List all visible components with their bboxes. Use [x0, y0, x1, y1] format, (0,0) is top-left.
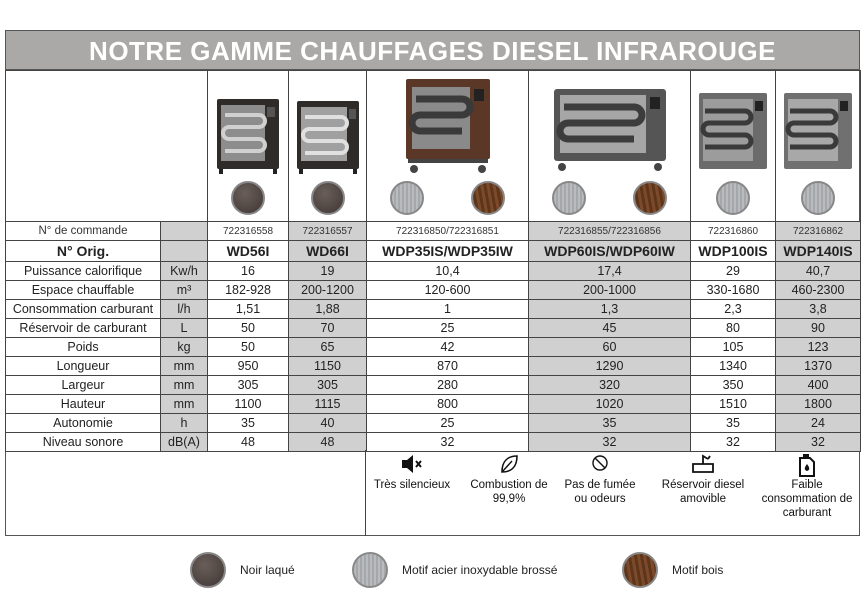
- heater-image-wd66i: [295, 99, 361, 175]
- cell: 32: [529, 433, 691, 452]
- cell: 305: [289, 376, 367, 395]
- cell: 32: [367, 433, 529, 452]
- spec-row: [6, 262, 861, 281]
- swatch-steel: [352, 552, 388, 588]
- spec-row: [6, 376, 861, 395]
- cell: 42: [367, 338, 529, 357]
- cell: 722316850/722316851: [367, 222, 529, 241]
- cell: 65: [289, 338, 367, 357]
- cell: Poids: [6, 338, 161, 357]
- cell: 722316862: [776, 222, 861, 241]
- swatch-noir: [311, 181, 345, 215]
- cell: l/h: [161, 300, 208, 319]
- cell: 123: [776, 338, 861, 357]
- cell: 1100: [208, 395, 289, 414]
- cell: 400: [776, 376, 861, 395]
- feature-fuel: Faible consommation de carburant: [757, 452, 857, 520]
- cell: 722316860: [691, 222, 776, 241]
- cell: 350: [691, 376, 776, 395]
- cell: 25: [367, 319, 529, 338]
- swatch-steel: [801, 181, 835, 215]
- cell: Espace chauffable: [6, 281, 161, 300]
- feature-tank: Réservoir diesel amovible: [651, 452, 755, 506]
- cell: Kw/h: [161, 262, 208, 281]
- cell: 70: [289, 319, 367, 338]
- cell: mm: [161, 376, 208, 395]
- row-label: N° Orig.: [6, 241, 161, 262]
- cell: 80: [691, 319, 776, 338]
- no-smoke-icon: [557, 452, 643, 478]
- cell: 460-2300: [776, 281, 861, 300]
- product-cell-wd66i: [289, 71, 367, 222]
- cell: 24: [776, 414, 861, 433]
- spec-table: [5, 70, 861, 452]
- cell: Hauteur: [6, 395, 161, 414]
- fuel-can-icon: [757, 452, 857, 478]
- cell: 1510: [691, 395, 776, 414]
- orig-number-row: [6, 241, 861, 262]
- feature-combustion: Combustion de 99,9%: [461, 452, 557, 506]
- cell: 320: [529, 376, 691, 395]
- swatch-steel: [552, 181, 586, 215]
- cell: Réservoir de carburant: [6, 319, 161, 338]
- speaker-mute-icon: [365, 452, 459, 478]
- heater-image-wd56i: [215, 97, 281, 175]
- cell: 120-600: [367, 281, 529, 300]
- cell: WD56I: [208, 241, 289, 262]
- feature-quiet: Très silencieux: [365, 452, 459, 492]
- swatch-steel: [390, 181, 424, 215]
- cell: 10,4: [367, 262, 529, 281]
- cell: Longueur: [6, 357, 161, 376]
- heater-image-wdp60: [550, 85, 670, 175]
- product-cell-wdp60: [529, 71, 691, 222]
- cell: Puissance calorifique: [6, 262, 161, 281]
- swatch-wood: [471, 181, 505, 215]
- product-cell-wd56i: [208, 71, 289, 222]
- tank-refill-icon: [651, 452, 755, 478]
- spec-row: [6, 357, 861, 376]
- spec-row: [6, 338, 861, 357]
- cell: WDP140IS: [776, 241, 861, 262]
- cell: 48: [289, 433, 367, 452]
- cell: 1150: [289, 357, 367, 376]
- empty-corner: [6, 71, 208, 222]
- cell: L: [161, 319, 208, 338]
- cell: dB(A): [161, 433, 208, 452]
- cell: 200-1000: [529, 281, 691, 300]
- product-cell-wdp35: [367, 71, 529, 222]
- cell: Niveau sonore: [6, 433, 161, 452]
- swatch-noir: [231, 181, 265, 215]
- cell: 19: [289, 262, 367, 281]
- cell: 722316855/722316856: [529, 222, 691, 241]
- cell: Autonomie: [6, 414, 161, 433]
- cell: h: [161, 414, 208, 433]
- cell: 1290: [529, 357, 691, 376]
- cell: 50: [208, 338, 289, 357]
- cell: 2,3: [691, 300, 776, 319]
- cell: Largeur: [6, 376, 161, 395]
- cell: WDP100IS: [691, 241, 776, 262]
- cell: 182-928: [208, 281, 289, 300]
- spec-row: [6, 300, 861, 319]
- cell: 32: [776, 433, 861, 452]
- cell: 45: [529, 319, 691, 338]
- cell: 1800: [776, 395, 861, 414]
- cell: 29: [691, 262, 776, 281]
- cell: 50: [208, 319, 289, 338]
- cell: 40: [289, 414, 367, 433]
- leaf-icon: [461, 452, 557, 478]
- cell: 35: [691, 414, 776, 433]
- cell: 35: [208, 414, 289, 433]
- heater-image-wdp100: [695, 89, 771, 175]
- cell: 90: [776, 319, 861, 338]
- swatch-noir: [190, 552, 226, 588]
- heater-image-wdp140: [780, 89, 856, 175]
- swatch-wood: [633, 181, 667, 215]
- spec-row: [6, 414, 861, 433]
- swatch-steel: [716, 181, 750, 215]
- cell: mm: [161, 357, 208, 376]
- cell: 1020: [529, 395, 691, 414]
- legend-steel: Motif acier inoxydable brossé: [352, 550, 557, 590]
- cell: 1115: [289, 395, 367, 414]
- heater-image-wdp35: [398, 75, 498, 175]
- cell: 200-1200: [289, 281, 367, 300]
- cell: 40,7: [776, 262, 861, 281]
- cell: 60: [529, 338, 691, 357]
- cell: 1,51: [208, 300, 289, 319]
- cell: 280: [367, 376, 529, 395]
- cell: 722316558: [208, 222, 289, 241]
- cell: 25: [367, 414, 529, 433]
- cell: mm: [161, 395, 208, 414]
- cell: 105: [691, 338, 776, 357]
- legend-noir: Noir laqué: [190, 550, 295, 590]
- spec-row: [6, 433, 861, 452]
- cell: 305: [208, 376, 289, 395]
- cell: 1: [367, 300, 529, 319]
- cell: 950: [208, 357, 289, 376]
- cell: 48: [208, 433, 289, 452]
- cell: 16: [208, 262, 289, 281]
- legend-wood: Motif bois: [622, 550, 723, 590]
- cell: 1,88: [289, 300, 367, 319]
- spec-row: [6, 281, 861, 300]
- cell: 3,8: [776, 300, 861, 319]
- cell: kg: [161, 338, 208, 357]
- cell: 17,4: [529, 262, 691, 281]
- cell: 1370: [776, 357, 861, 376]
- cell: 722316557: [289, 222, 367, 241]
- order-number-row: [6, 222, 861, 241]
- cell: 32: [691, 433, 776, 452]
- product-cell-wdp140: [776, 71, 861, 222]
- cell: 1340: [691, 357, 776, 376]
- row-label: N° de commande: [6, 222, 161, 241]
- cell: WDP35IS/WDP35IW: [367, 241, 529, 262]
- feature-no-smoke: Pas de fumée ou odeurs: [557, 452, 643, 506]
- cell: 800: [367, 395, 529, 414]
- image-row: [6, 71, 861, 222]
- product-cell-wdp100: [691, 71, 776, 222]
- cell: 1,3: [529, 300, 691, 319]
- swatch-wood: [622, 552, 658, 588]
- cell: m³: [161, 281, 208, 300]
- cell: 870: [367, 357, 529, 376]
- cell: Consommation carburant: [6, 300, 161, 319]
- cell: WDP60IS/WDP60IW: [529, 241, 691, 262]
- features-panel: [365, 450, 860, 536]
- spec-row: [6, 395, 861, 414]
- cell: 35: [529, 414, 691, 433]
- cell: 330-1680: [691, 281, 776, 300]
- spec-row: [6, 319, 861, 338]
- cell: WD66I: [289, 241, 367, 262]
- page-title: NOTRE GAMME CHAUFFAGES DIESEL INFRAROUGE: [5, 30, 860, 70]
